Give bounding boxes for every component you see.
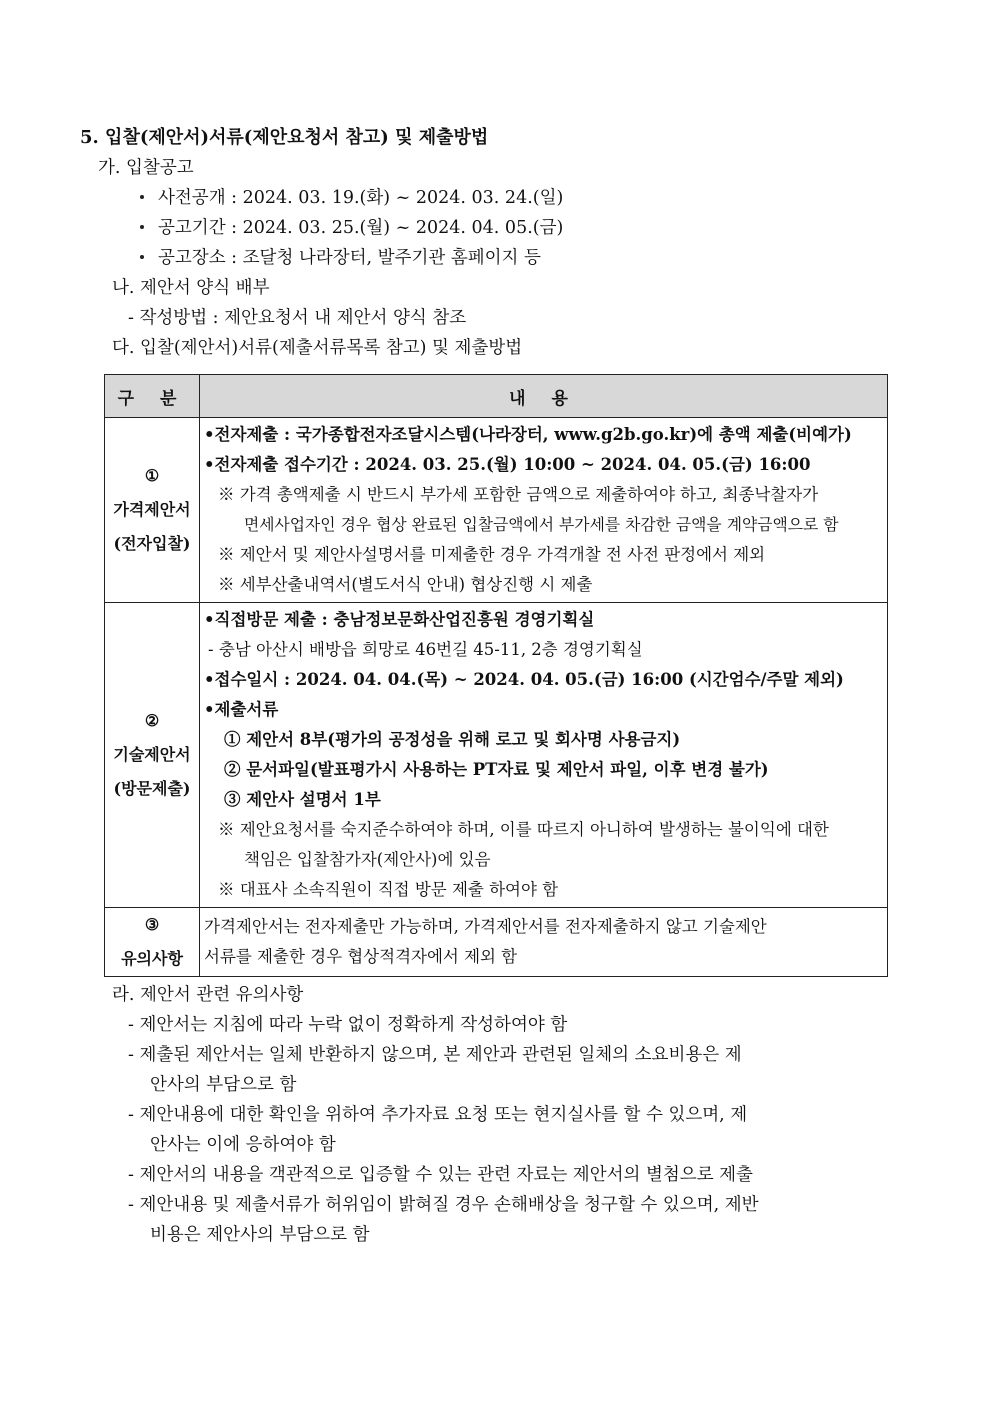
section-title: 5. 입찰(제안서)서류(제안요청서 참고) 및 제출방법 [80,127,489,148]
ra-line-7: - 제안내용 및 제출서류가 허위임이 밝혀질 경우 손해배상을 청구할 수 있으며, 제반 [128,1195,759,1215]
price-line-2: •전자제출 접수기간 : 2024. 03. 25.(월) 10:00 ~ 2024. 04. 05.(금) 16:00 [204,455,811,474]
row-tech-content [200,603,888,908]
price-line-3: ※ 가격 총액제출 시 반드시 부가세 포함한 금액으로 제출하여야 하고, 최종낙찰자가 [218,485,819,504]
price-line-5: ※ 제안서 및 제안사설명서를 미제출한 경우 가격개찰 전 사전 판정에서 제외 [218,545,766,564]
subsection-da-title: 다. 입찰(제안서)서류(제출서류목록 참고) 및 제출방법 [112,338,523,358]
ga-item-2 [140,213,563,243]
price-line-4: 면세사업자인 경우 협상 완료된 입찰금액에서 부가세를 차감한 금액을 계약금액으로 함 [244,515,839,534]
tech-line-10: ※ 대표사 소속직원이 직접 방문 제출 하여야 함 [218,880,559,899]
tech-line-9: 책임은 입찰참가자(제안사)에 있음 [244,850,491,869]
ga-item-1-text: 사전공개 : 2024. 03. 19.(화) ~ 2024. 03. 24.(일) [158,188,564,208]
tech-line-3: •접수일시 : 2024. 04. 04.(목) ~ 2024. 04. 05.(금) 16:00 (시간엄수/주말 제외) [204,670,844,689]
ra-line-1: - 제안서는 지침에 따라 누락 없이 정확하게 작성하여야 함 [128,1015,568,1035]
row-price-label-2: (전자입찰) [113,534,191,553]
ga-item-2-text: 공고기간 : 2024. 03. 25.(월) ~ 2024. 04. 05.(금) [158,218,564,238]
row-price-content [200,418,888,603]
header-category: 구 분 [105,375,200,418]
row-tech-label [105,603,200,908]
bullet-icon [140,195,144,199]
subsection-na-title: 나. 제안서 양식 배부 [112,278,270,298]
na-item: - 작성방법 : 제안요청서 내 제안서 양식 참조 [128,308,467,328]
row-price-number: ① [144,466,160,485]
ra-line-8: 비용은 제안사의 부담으로 함 [150,1225,370,1245]
row-tech-label-2: (방문제출) [113,779,191,798]
ra-line-3: 안사의 부담으로 함 [150,1075,297,1095]
bullet-icon [140,255,144,259]
ra-line-6: - 제안서의 내용을 객관적으로 입증할 수 있는 관련 자료는 제안서의 별첨으로 제출 [128,1165,753,1185]
ra-line-2: - 제출된 제안서는 일체 반환하지 않으며, 본 제안과 관련된 일체의 소요비용은 제 [128,1045,742,1065]
tech-line-6: ② 문서파일(발표평가시 사용하는 PT자료 및 제안서 파일, 이후 변경 불가) [224,760,769,779]
tech-line-4: •제출서류 [204,700,279,719]
row-notes-number: ③ [144,915,160,934]
ga-item-3-text: 공고장소 : 조달청 나라장터, 발주기관 홈페이지 등 [158,248,541,268]
tech-line-5: ① 제안서 8부(평가의 공정성을 위해 로고 및 회사명 사용금지) [224,730,681,749]
tech-line-2: - 충남 아산시 배방읍 희망로 46번길 45-11, 2층 경영기획실 [208,640,643,659]
table-row-notes [105,908,888,977]
row-price-label-1: 가격제안서 [113,500,191,519]
notes-line-1: 가격제안서는 전자제출만 가능하며, 가격제안서를 전자제출하지 않고 기술제안 [204,917,767,936]
subsection-ra-title: 라. 제안서 관련 유의사항 [112,985,304,1005]
ga-item-3 [140,243,541,273]
row-tech-number: ② [144,711,160,730]
row-notes-label-1: 유의사항 [121,949,183,968]
table-row-price [105,418,888,603]
row-price-label [105,418,200,603]
ra-line-4: - 제안내용에 대한 확인을 위하여 추가자료 요청 또는 현지실사를 할 수 있으며, 제 [128,1105,748,1125]
ga-item-1 [140,183,563,213]
table-header-row [105,375,888,418]
ra-line-5: 안사는 이에 응하여야 함 [150,1135,336,1155]
tech-line-8: ※ 제안요청서를 숙지준수하여야 하며, 이를 따르지 아니하여 발생하는 불이익에 대한 [218,820,829,839]
header-content: 내 용 [200,375,888,418]
table-row-tech [105,603,888,908]
bullet-icon [140,225,144,229]
row-tech-label-1: 기술제안서 [113,745,191,764]
row-notes-label [105,908,200,977]
row-notes-content [200,908,888,977]
price-line-6: ※ 세부산출내역서(별도서식 안내) 협상진행 시 제출 [218,575,593,594]
subsection-ga-title: 가. 입찰공고 [98,158,194,178]
tech-line-1: •직접방문 제출 : 충남정보문화산업진흥원 경영기획실 [204,610,595,629]
price-line-1: •전자제출 : 국가종합전자조달시스템(나라장터, www.g2b.go.kr)에 총액 제출(비예가) [204,425,852,444]
tech-line-7: ③ 제안사 설명서 1부 [224,790,381,809]
notes-line-2: 서류를 제출한 경우 협상적격자에서 제외 함 [204,947,518,966]
submission-table [104,374,888,977]
